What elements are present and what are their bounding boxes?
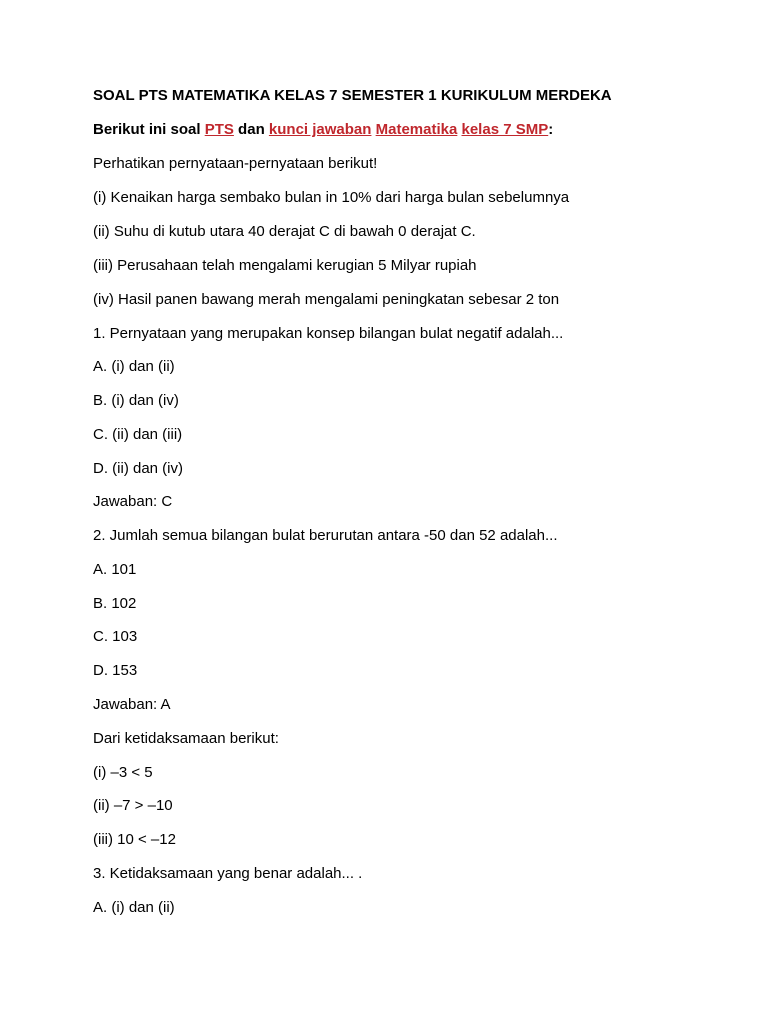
question-3: 3. Ketidaksamaan yang benar adalah... . [93,865,363,882]
link-pts[interactable]: PTS [204,121,234,138]
q2-option-d: D. 153 [93,662,138,679]
q1-answer: Jawaban: C [93,493,173,510]
intro-text: dan [233,121,269,138]
link-kunci-jawaban[interactable]: kunci jawaban [268,121,372,138]
q1-option-c: C. (ii) dan (iii) [93,426,183,443]
q1-option-a: A. (i) dan (ii) [93,358,175,375]
intro-text: : [548,121,554,138]
inequality-i: (i) –3 < 5 [93,764,153,781]
q2-option-a: A. 101 [93,561,137,578]
q3-option-a: A. (i) dan (ii) [93,899,175,916]
link-matematika[interactable]: Matematika [375,121,458,138]
q1-option-d: D. (ii) dan (iv) [93,460,184,477]
inequality-ii: (ii) –7 > –10 [93,797,173,814]
statement-iii: (iii) Perusahaan telah mengalami kerugian 5 Milyar rupiah [93,257,477,274]
document-title: SOAL PTS MATEMATIKA KELAS 7 SEMESTER 1 KURIKULUM MERDEKA [93,87,612,104]
q1-option-b: B. (i) dan (iv) [93,392,179,409]
statement-iv: (iv) Hasil panen bawang merah mengalami peningkatan sebesar 2 ton [93,291,560,308]
q2-option-c: C. 103 [93,628,138,645]
link-kelas-7-smp[interactable]: kelas 7 SMP [461,121,549,138]
intro-line [93,121,553,139]
statement-ii: (ii) Suhu di kutub utara 40 derajat C di bawah 0 derajat C. [93,223,476,240]
q2-option-b: B. 102 [93,595,137,612]
q2-answer: Jawaban: A [93,696,171,713]
statement-i: (i) Kenaikan harga sembako bulan in 10% dari harga bulan sebelumnya [93,189,570,206]
intro-text: Berikut ini soal [93,121,205,138]
question-1: 1. Pernyataan yang merupakan konsep bilangan bulat negatif adalah... [93,325,564,342]
inequality-iii: (iii) 10 < –12 [93,831,176,848]
inequality-intro: Dari ketidaksamaan berikut: [93,730,279,747]
instruction-text: Perhatikan pernyataan-pernyataan berikut! [93,155,378,172]
question-2: 2. Jumlah semua bilangan bulat berurutan antara -50 dan 52 adalah... [93,527,558,544]
